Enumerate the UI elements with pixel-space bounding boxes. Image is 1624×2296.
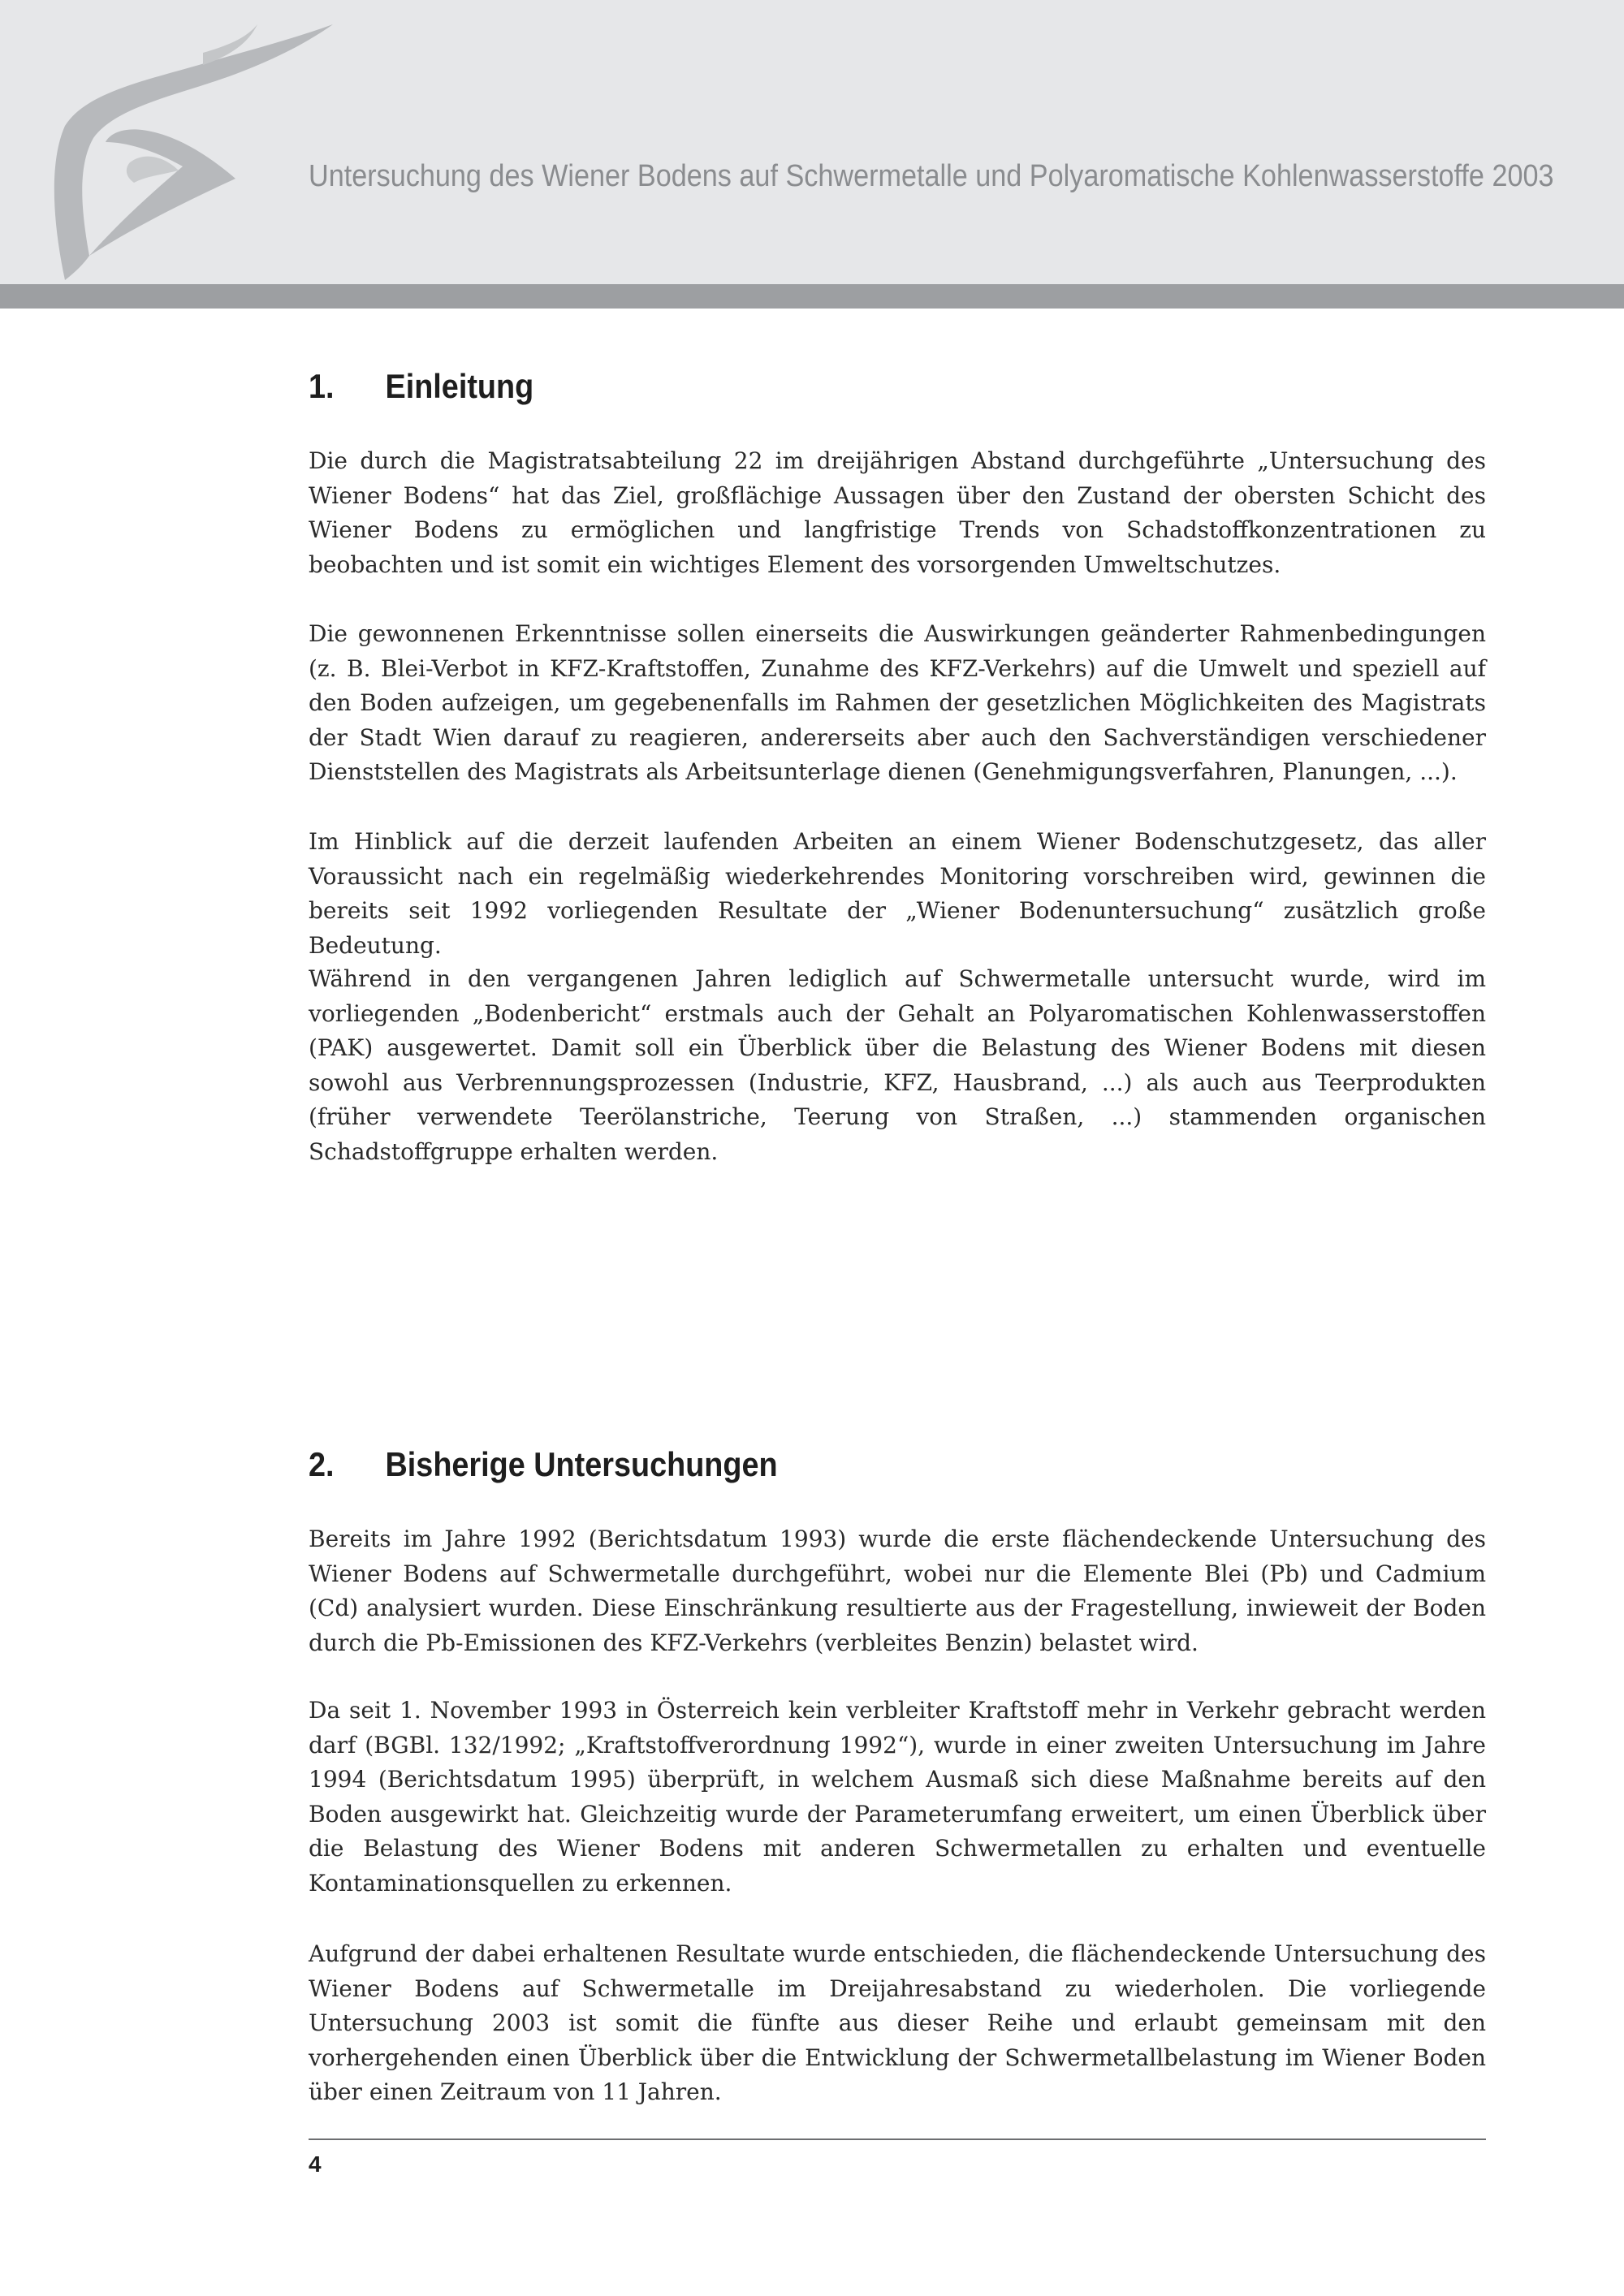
section-heading-2	[309, 1445, 1368, 1484]
section-title: Bisherige Untersuchungen	[385, 1445, 778, 1483]
paragraph: Die durch die Magistratsabteilung 22 im dreijährigen Abstand durchgeführte „Untersuchung des Wiener Bodens“ hat das Ziel, großflächige Aussagen über den Zustand der obersten Schicht des Wiener Bodens zu ermöglichen und langfristige Trends von Schadstoffkonzentrationen zu beobachten und ist somit ein wichtiges Element des vorsorgenden Umweltschutzes.	[309, 447, 1486, 578]
paragraph: Da seit 1. November 1993 in Österreich kein verbleiter Kraftstoff mehr in Verkehr gebracht werden darf (BGBl. 132/1992; „Kraftstoffverordnung 1992“), wurde in einer zweiten Untersuchung im Jahre 1994 (Berichtsdatum 1995) überprüft, in welchem Ausmaß sich diese Maßnahme bereits auf den Boden ausgewirkt hat. Gleichzeitig wurde der Parameterumfang erweitert, um einen Überblick über die Belastung des Wiener Bodens mit anderen Schwermetallen zu erhalten und eventuelle Kontaminationsquellen zu erkennen.	[309, 1697, 1486, 1897]
paragraph: Bereits im Jahre 1992 (Berichtsdatum 1993) wurde die erste flächendeckende Untersuchung des Wiener Bodens auf Schwermetalle durchgeführt, wobei nur die Elemente Blei (Pb) und Cadmium (Cd) analysiert wurden. Diese Einschränkung resultierte aus der Fragestellung, inwieweit der Boden durch die Pb-Emissionen des KFZ-Verkehrs (verbleites Benzin) belastet wird.	[309, 1526, 1486, 1656]
section-number: 1.	[309, 367, 335, 405]
page-number: 4	[309, 2151, 322, 2177]
paragraph: Während in den vergangenen Jahren lediglich auf Schwermetalle untersucht wurde, wird im vorliegenden „Bodenbericht“ erstmals auch der Gehalt an Polyaromatischen Kohlenwasserstoffen (PAK) ausgewertet. Damit soll ein Überblick über die Belastung des Wiener Bodens mit diesen sowohl aus Verbrennungsprozessen (Industrie, KFZ, Hausbrand, ...) als auch aus Teerprodukten (früher verwendete Teerölanstriche, Teerung von Straßen, ...) stammenden organischen Schadstoffgruppe erhalten werden.	[309, 965, 1486, 1165]
footer-rule	[309, 2138, 1486, 2140]
document-title: Untersuchung des Wiener Bodens auf Schwermetalle und Polyaromatische Kohlenwasserstoffe 2003	[309, 159, 1554, 193]
section-title: Einleitung	[385, 367, 534, 405]
section-heading-1	[309, 367, 1368, 406]
paragraph: Die gewonnenen Erkenntnisse sollen einerseits die Auswirkungen geänderter Rahmenbedingungen (z. B. Blei-Verbot in KFZ-Kraftstoffen, Zunahme des KFZ-Verkehrs) auf die Umwelt und speziell auf den Boden aufzeigen, um gegebenenfalls im Rahmen der gesetzlichen Möglichkeiten des Magistrats der Stadt Wien darauf zu reagieren, andererseits aber auch den Sachverständigen verschiedener Dienststellen des Magistrats als Arbeitsunterlage dienen (Genehmigungsverfahren, Planungen, ...).	[309, 620, 1486, 785]
section-number: 2.	[309, 1445, 335, 1483]
paragraph: Aufgrund der dabei erhaltenen Resultate wurde entschieden, die flächendeckende Untersuchung des Wiener Bodens auf Schwermetalle im Dreijahresabstand zu wiederholen. Die vorliegende Untersuchung 2003 ist somit die fünfte aus dieser Reihe und erlaubt gemeinsam mit den vorhergehenden einen Überblick über die Entwicklung der Schwermetallbelastung im Wiener Boden über einen Zeitraum von 11 Jahren.	[309, 1940, 1486, 2105]
page-header	[0, 0, 1624, 284]
wave-swirl-logo-icon	[45, 20, 345, 288]
paragraph: Im Hinblick auf die derzeit laufenden Arbeiten an einem Wiener Bodenschutzgesetz, das aller Voraussicht nach ein regelmäßig wiederkehrendes Monitoring vorschreiben wird, gewinnen die bereits seit 1992 vorliegenden Resultate der „Wiener Bodenuntersuchung“ zusätzlich große Bedeutung.	[309, 828, 1486, 959]
header-divider-bar	[0, 284, 1624, 309]
